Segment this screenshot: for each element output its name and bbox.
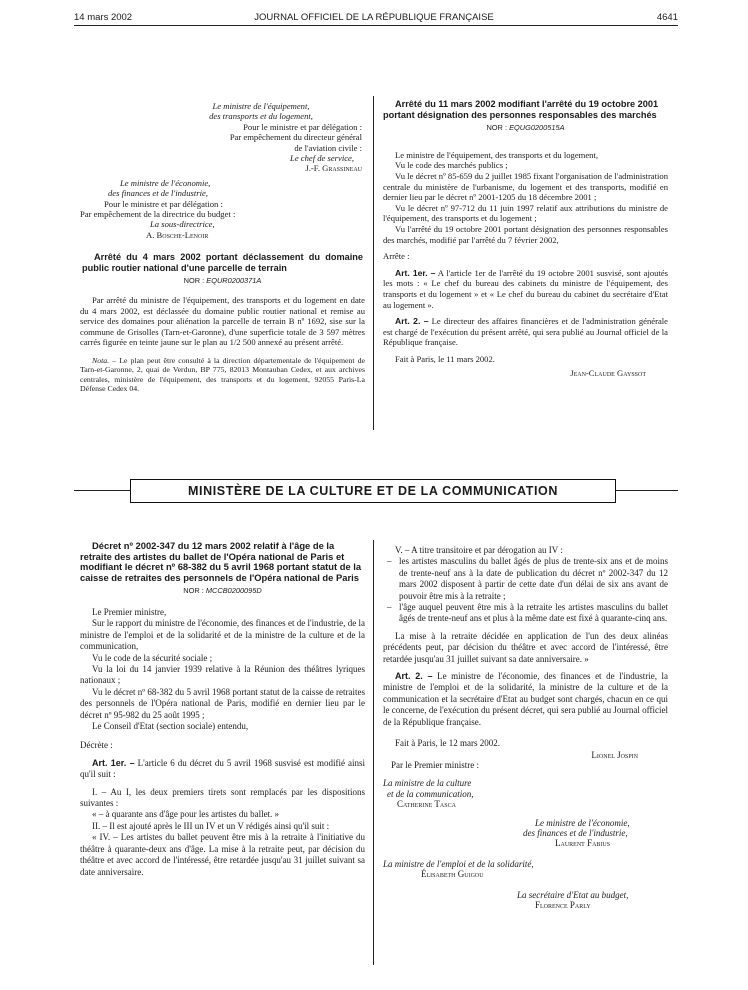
sig-delegation: Pour le ministre et par délégation : bbox=[243, 121, 362, 132]
paragraph: II. – Il est ajouté après le III un IV et un V rédigés ainsi qu'il suit : bbox=[92, 820, 330, 831]
decret-body bbox=[80, 607, 365, 878]
visa-paragraph: Vu la loi du 14 janvier 1939 relative à la Réunion des théâtres lyriques nationaux ; bbox=[80, 664, 365, 686]
article-label: Art. 1er. – bbox=[395, 267, 436, 278]
sig-role: des transports et du logement, bbox=[209, 111, 313, 122]
column-divider-top bbox=[373, 96, 374, 430]
page-number: 4641 bbox=[656, 12, 678, 23]
sig-title: La sous-directrice, bbox=[150, 219, 215, 230]
signature-name: Florence Parly bbox=[535, 899, 591, 910]
paragraph: « – à quarante ans d'âge pour les artistes du ballet. » bbox=[92, 809, 280, 820]
article-2 bbox=[383, 316, 668, 348]
visa-paragraph: Vu le décret nº 68-382 du 5 avril 1968 portant statut de la caisse de retraites des personnels de l'Opéra national de Paris, modifié en dernier lieu par le décret nº 95-982 du 25 août 1995 ; bbox=[80, 686, 365, 720]
ministry-banner: MINISTÈRE DE LA CULTURE ET DE LA COMMUNICATION bbox=[130, 479, 616, 503]
paragraph: La mise à la retraite décidée en application de l'un des deux alinéas précédents peut, par décision du théâtre et avec accord de l'intéressé, être retardée jusqu'au 31 juillet suivant sa date anniversaire. » bbox=[383, 630, 668, 664]
sig-title: Le chef de service, bbox=[290, 153, 354, 164]
nor-label: NOR : bbox=[183, 586, 204, 596]
nor-label: NOR : bbox=[183, 276, 205, 286]
visa-paragraph: Vu le décret nº 85-659 du 2 juillet 1985 fixant l'organisation de l'administration centrale du ministère de l'urbanisme, du logement et des transports, modifié en dernier lieu par le décret nº 2001-1205 du 18 décembre 2001 ; bbox=[383, 170, 668, 203]
sig-name: J.-F. Grassineau bbox=[305, 163, 362, 174]
header-date: 14 mars 2002 bbox=[74, 12, 133, 23]
paragraph: I. – Au I, les deux premiers tirets sont remplacés par les dispositions suivantes : bbox=[80, 786, 365, 809]
column-divider-bottom bbox=[373, 540, 374, 965]
decret-title: Décret nº 2002-347 du 12 mars 2002 relatif à l'âge de la retraite des artistes du ballet de l'Opéra national de Paris et modifiant le décret nº 68-382 du 5 avril 1968 portant statut de la caisse de retraites des personnels de l'Opéra national de Paris bbox=[80, 540, 362, 583]
article-label: Art. 2. – bbox=[395, 316, 429, 327]
top-left-column bbox=[80, 101, 365, 394]
article-text: Le ministre de l'économie, des finances et de l'industrie, la ministre de l'emploi et de la solidarité, la ministre de la culture et de la communication et la secrétaire d'Etat au budget sont chargés, chacun en ce qui le concerne, de l'exécution du présent décret, qui sera publié au Journal officiel de la République française. bbox=[383, 671, 668, 727]
nota-block bbox=[80, 356, 365, 394]
decrete-heading: Décrète : bbox=[80, 740, 113, 751]
visa-paragraph: Sur le rapport du ministre de l'économie, des finances et de l'industrie, de la ministre de l'emploi et de la solidarité et de la ministre de la culture et de la communication, bbox=[80, 618, 365, 652]
nota-text: Le plan peut être consulté à la direction départementale de l'équipement de Tarn-et-Garonne, 2, quai de Verdun, BP 775, 82013 Montauban Cedex, et aux archives centrales, ministère de l'équipement, des transports et du logement, 92055 Paris-La Défense Cedex 04. bbox=[80, 356, 365, 394]
article-text: Le directeur des affaires financières et de l'administration générale est chargé de l'exécution du présent arrêté, qui sera publié au Journal officiel de la République française. bbox=[383, 316, 668, 348]
nota-label: Nota. – bbox=[92, 356, 117, 366]
nor-code: EQUR0200371A bbox=[206, 276, 262, 286]
signature-name: Lionel Jospin bbox=[591, 749, 638, 760]
sig-role: Le ministre de l'économie, bbox=[120, 177, 211, 188]
article-label: Art. 2. – bbox=[395, 671, 433, 682]
bottom-right-column bbox=[383, 545, 668, 910]
fait-line: Fait à Paris, le 11 mars 2002. bbox=[395, 353, 495, 364]
sig-role: des finances et de l'industrie, bbox=[108, 188, 208, 199]
article-label: Art. 1er. – bbox=[92, 757, 135, 768]
paragraph: V. – A titre transitoire et par dérogation au IV : bbox=[395, 545, 563, 555]
article-text: A l'article 1er de l'arrêté du 19 octobre 2001 susvisé, sont ajoutés les mots : « Le chef du bureau des cabinets du ministre de l'équipement, des transports et du logement » et « Le chef du bureau du cabinet du secrétaire d'Etat au logement ». bbox=[383, 267, 668, 310]
article-1 bbox=[80, 758, 365, 781]
visa-paragraph: Vu l'arrêté du 19 octobre 2001 portant désignation des personnes responsables des marchés, modifié par l'arrêté du 7 février 2002, bbox=[383, 223, 668, 245]
article-text: L'article 6 du décret du 5 avril 1968 susvisé est modifié ainsi qu'il suit : bbox=[80, 757, 365, 780]
sig-delegation: Par empêchement du directeur général bbox=[229, 132, 362, 143]
arrete-body: Par arrêté du ministre de l'équipement, des transports et du logement en date du 4 mars 2002, est déclassée du domaine public routier national et remise au service des domaines pour aliénation la parcelle de terrain B nº 1692, sise sur la commune de Grisolles (Tarn-et-Garonne), d'une superficie totale de 3 597 mètres carrés figurée en teinte jaune sur le plan au 1/2 500 annexé au présent arrêté. bbox=[80, 295, 365, 348]
visa-paragraph: Vu le code des marchés publics ; bbox=[395, 160, 508, 171]
signature-name: Catherine Tasca bbox=[397, 799, 456, 810]
arrete-title-marches: Arrêté du 11 mars 2002 modifiant l'arrêté du 19 octobre 2001 portant désignation des personnes responsables des marchés bbox=[383, 99, 659, 120]
signature-name: Élisabeth Guigou bbox=[421, 869, 484, 880]
bottom-left-column bbox=[80, 541, 365, 878]
visa-paragraph: Vu le décret nº 97-712 du 11 juin 1997 relatif aux attributions du ministre de l'équipement, des transports et du logement ; bbox=[383, 202, 668, 224]
visa-paragraph: Le ministre de l'équipement, des transports et du logement, bbox=[395, 149, 598, 160]
header-rule bbox=[74, 25, 678, 26]
nor-line bbox=[80, 276, 365, 287]
sig-role: Le ministre de l'équipement, bbox=[212, 101, 310, 111]
nor-line bbox=[383, 123, 668, 134]
sig-role: La ministre de l'emploi et de la solidarité, bbox=[383, 858, 534, 869]
paragraph: « IV. – Les artistes du ballet peuvent être mis à la retraite à l'initiative du théâtre à quarante-deux ans d'âge. La mise à la retraite peut, par décision du théâtre et avec accord de l'intéressé, être retardée jusqu'au 31 juillet suivant sa date anniversaire. bbox=[80, 832, 365, 877]
top-right-column bbox=[383, 99, 668, 379]
banner-rule-left bbox=[74, 490, 130, 491]
nor-code: EQUG0200515A bbox=[509, 123, 565, 133]
fait-line: Fait à Paris, le 12 mars 2002. bbox=[395, 738, 500, 749]
article-1 bbox=[383, 268, 668, 310]
list-item: – l'âge auquel peuvent être mis à la retraite les artistes masculins du ballet âgés de trente-neuf ans et plus à la même date est fixé à quarante-cinq ans. bbox=[383, 602, 668, 625]
sig-role: La secrétaire d'Etat au budget, bbox=[517, 889, 629, 900]
sig-delegation: de l'aviation civile : bbox=[294, 142, 362, 153]
sig-delegation: Pour le ministre et par délégation : bbox=[104, 198, 223, 209]
journal-title: JOURNAL OFFICIEL DE LA RÉPUBLIQUE FRANÇAISE bbox=[254, 12, 494, 23]
signature-block-equipement bbox=[172, 101, 362, 174]
sig-delegation: Par empêchement de la directrice du budget : bbox=[80, 209, 236, 220]
nor-label: NOR : bbox=[486, 123, 507, 133]
banner-rule-right bbox=[616, 490, 678, 491]
arrete-title-domaine: Arrêté du 4 mars 2002 portant déclassement du domaine public routier national d'une parcelle de terrain bbox=[82, 252, 363, 273]
dash-list bbox=[383, 556, 668, 624]
signature-name: Laurent Fabius bbox=[555, 838, 611, 849]
sig-delegation: Par le Premier ministre : bbox=[391, 759, 479, 770]
arrete-heading: Arrête : bbox=[383, 251, 410, 262]
signature-name: Jean-Claude Gayssot bbox=[570, 368, 646, 379]
sig-role: La ministre de la culture bbox=[383, 778, 472, 789]
nor-line bbox=[80, 586, 365, 597]
sig-role: des finances et de l'industrie, bbox=[523, 827, 628, 838]
sig-role: Le ministre de l'économie, bbox=[535, 817, 630, 828]
list-item: – les artistes masculins du ballet âgés de plus de trente-six ans et de moins de trente-neuf ans à la date de publication du décret nº 2002-347 du 12 mars 2002 disposent à partir de cette date d'un délai de six ans avant de pouvoir être mis à la retraite ; bbox=[383, 556, 668, 602]
visa-paragraph: Vu le code de la sécurité sociale ; bbox=[92, 652, 213, 663]
visa-paragraph: Le Premier ministre, bbox=[92, 606, 167, 617]
sig-name: A. Bosche-Lenoir bbox=[146, 229, 209, 240]
article-2 bbox=[383, 671, 668, 728]
visa-paragraph: Le Conseil d'Etat (section sociale) entendu, bbox=[92, 721, 249, 732]
signature-block-economie bbox=[80, 178, 365, 240]
nor-code: MCCB0200095D bbox=[205, 586, 262, 596]
sig-role: et de la communication, bbox=[387, 788, 474, 799]
